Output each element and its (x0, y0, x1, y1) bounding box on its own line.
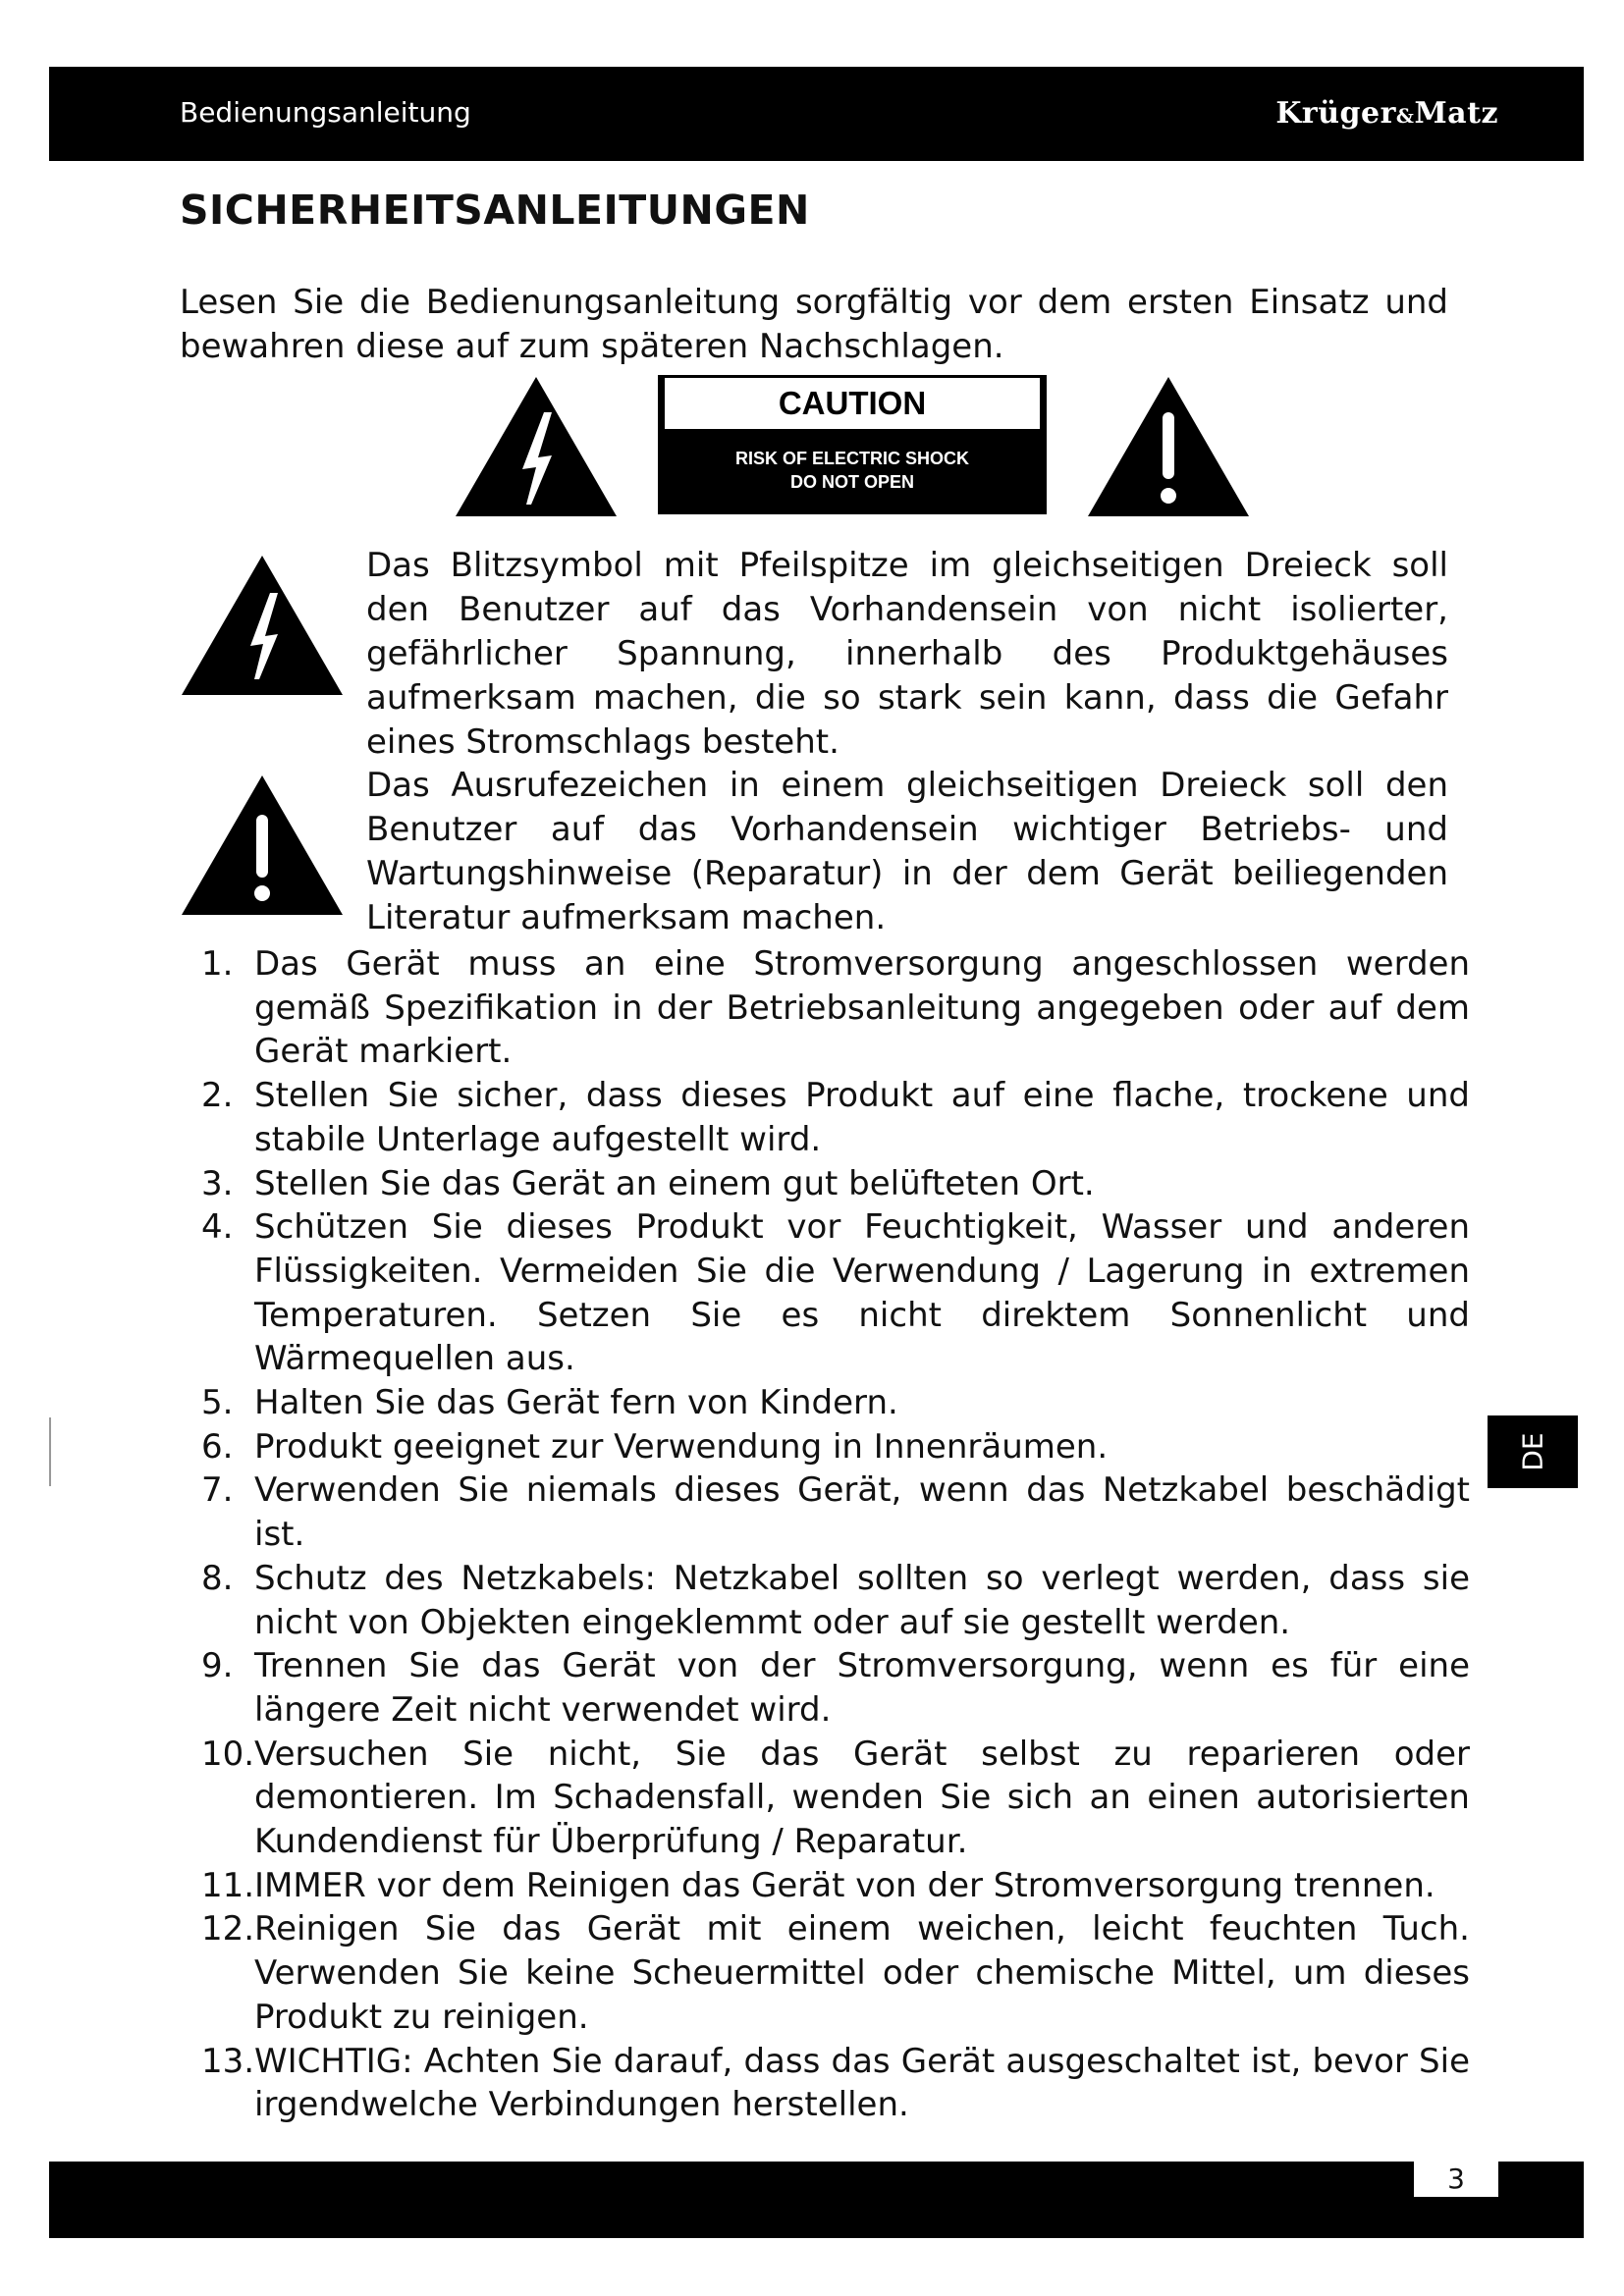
list-item (201, 2040, 1470, 2127)
language-tab (1488, 1415, 1578, 1488)
brand-name-second: Matz (1414, 96, 1498, 131)
lightning-symbol-block (180, 544, 1448, 765)
lightning-symbol-text: Das Blitzsymbol mit Pfeilspitze im gleichseitigen Dreieck soll den Benutzer auf das Vorhandensein von nicht isolierter, gefährlicher Spannung, innerhalb des Produktgehäuses aufmerksam machen, die so stark sein kann, dass die Gefahr eines Stromschlags besteht. (366, 546, 1448, 762)
list-item (201, 1074, 1470, 1161)
list-item-number: 4. (201, 1207, 234, 1248)
list-item (201, 1644, 1470, 1732)
list-item-number: 8. (201, 1558, 234, 1598)
list-item (201, 1468, 1470, 1556)
caution-line-1: RISK OF ELECTRIC SHOCK (734, 449, 969, 468)
page-number: 3 (1414, 2162, 1498, 2197)
list-item-text: Das Gerät muss an eine Stromversorgung angeschlossen werden gemäß Spezifikation in der Betriebsanleitung angegeben oder auf dem Gerät markiert. (254, 944, 1470, 1072)
brand-name-first: Krüger (1275, 96, 1396, 131)
list-item-text: Versuchen Sie nicht, Sie das Gerät selbst zu reparieren oder demontieren. Im Schadensfall, wenden Sie sich an einen autorisierten Kundendienst für Überprüfung / Reparatur. (254, 1734, 1470, 1862)
list-item-text: Stellen Sie das Gerät an einem gut belüfteten Ort. (254, 1163, 1095, 1203)
list-item-number: 6. (201, 1426, 234, 1467)
list-item (201, 1205, 1470, 1381)
safety-rules-list (201, 942, 1470, 2127)
list-item-number: 5. (201, 1383, 234, 1423)
caution-title: CAUTION (665, 378, 1040, 429)
list-item-text: Verwenden Sie niemals dieses Gerät, wenn das Netzkabel beschädigt ist. (254, 1470, 1470, 1555)
list-item-number: 1. (201, 944, 234, 984)
brand-ampersand: & (1395, 104, 1415, 128)
list-item (201, 1557, 1470, 1644)
list-item-number: 13. (201, 2041, 255, 2081)
list-item-number: 10. (201, 1734, 255, 1774)
list-item-text: Stellen Sie sicher, dass dieses Produkt auf eine flache, trockene und stabile Unterlage aufgestellt wird. (254, 1076, 1470, 1159)
list-item-text: Halten Sie das Gerät fern von Kindern. (254, 1383, 898, 1423)
list-item (201, 1907, 1470, 2039)
page-edge-marker (49, 1417, 51, 1486)
list-item (201, 1864, 1470, 1908)
list-item (201, 1733, 1470, 1864)
list-item (201, 1162, 1470, 1206)
list-item (201, 1425, 1470, 1469)
list-item-text: WICHTIG: Achten Sie darauf, dass das Gerät ausgeschaltet ist, bevor Sie irgendwelche Verbindungen herstellen. (254, 2041, 1470, 2125)
list-item-number: 3. (201, 1163, 234, 1203)
list-item-text: Produkt geeignet zur Verwendung in Innenräumen. (254, 1426, 1109, 1467)
exclamation-symbol-block (180, 764, 1448, 940)
footer-bar (49, 2162, 1584, 2238)
lightning-warning-icon (454, 375, 619, 518)
list-item-number: 11. (201, 1865, 255, 1905)
caution-label (658, 375, 1047, 514)
list-item (201, 1381, 1470, 1425)
list-item-text: Schutz des Netzkabels: Netzkabel sollten so verlegt werden, dass sie nicht von Objekten eingeklemmt oder auf sie gestellt werden. (254, 1558, 1470, 1642)
brand-logo (1275, 96, 1498, 131)
list-item-number: 2. (201, 1076, 234, 1116)
exclamation-warning-icon (1086, 375, 1251, 518)
header-title: Bedienungsanleitung (180, 96, 471, 129)
exclamation-symbol-text: Das Ausrufezeichen in einem gleichseitigen Dreieck soll den Benutzer auf das Vorhandensein wichtiger Betriebs- und Wartungshinweise (Reparatur) in der dem Gerät beiliegenden Literatur aufmerksam machen. (366, 766, 1448, 937)
list-item-number: 9. (201, 1646, 234, 1686)
page-title: SICHERHEITSANLEITUNGEN (180, 187, 810, 234)
list-item (201, 942, 1470, 1074)
lightning-symbol-icon (180, 554, 345, 697)
list-item-text: Schützen Sie dieses Produkt vor Feuchtigkeit, Wasser und anderen Flüssigkeiten. Vermeiden Sie die Verwendung / Lagerung in extremen Temperaturen. Setzen Sie es nicht direktem Sonnenlicht und Wärmequellen aus. (254, 1207, 1470, 1379)
list-item-number: 7. (201, 1470, 234, 1511)
list-item-text: Trennen Sie das Gerät von der Stromversorgung, wenn es für eine längere Zeit nicht verwendet wird. (254, 1646, 1470, 1730)
list-item-number: 12. (201, 1909, 255, 1949)
list-item-text: IMMER vor dem Reinigen das Gerät von der Stromversorgung trennen. (254, 1865, 1435, 1905)
list-item-text: Reinigen Sie das Gerät mit einem weichen, leicht feuchten Tuch. Verwenden Sie keine Scheuermittel oder chemische Mittel, um dieses Produkt zu reinigen. (254, 1909, 1470, 2037)
intro-paragraph: Lesen Sie die Bedienungsanleitung sorgfältig vor dem ersten Einsatz und bewahren diese auf zum späteren Nachschlagen. (180, 283, 1448, 366)
exclamation-symbol-icon (180, 774, 345, 917)
caution-line-2: DO NOT OPEN (789, 472, 914, 492)
caution-row (454, 375, 1253, 518)
language-tab-label: DE (1516, 1432, 1549, 1471)
caution-subtitle (661, 447, 1044, 494)
